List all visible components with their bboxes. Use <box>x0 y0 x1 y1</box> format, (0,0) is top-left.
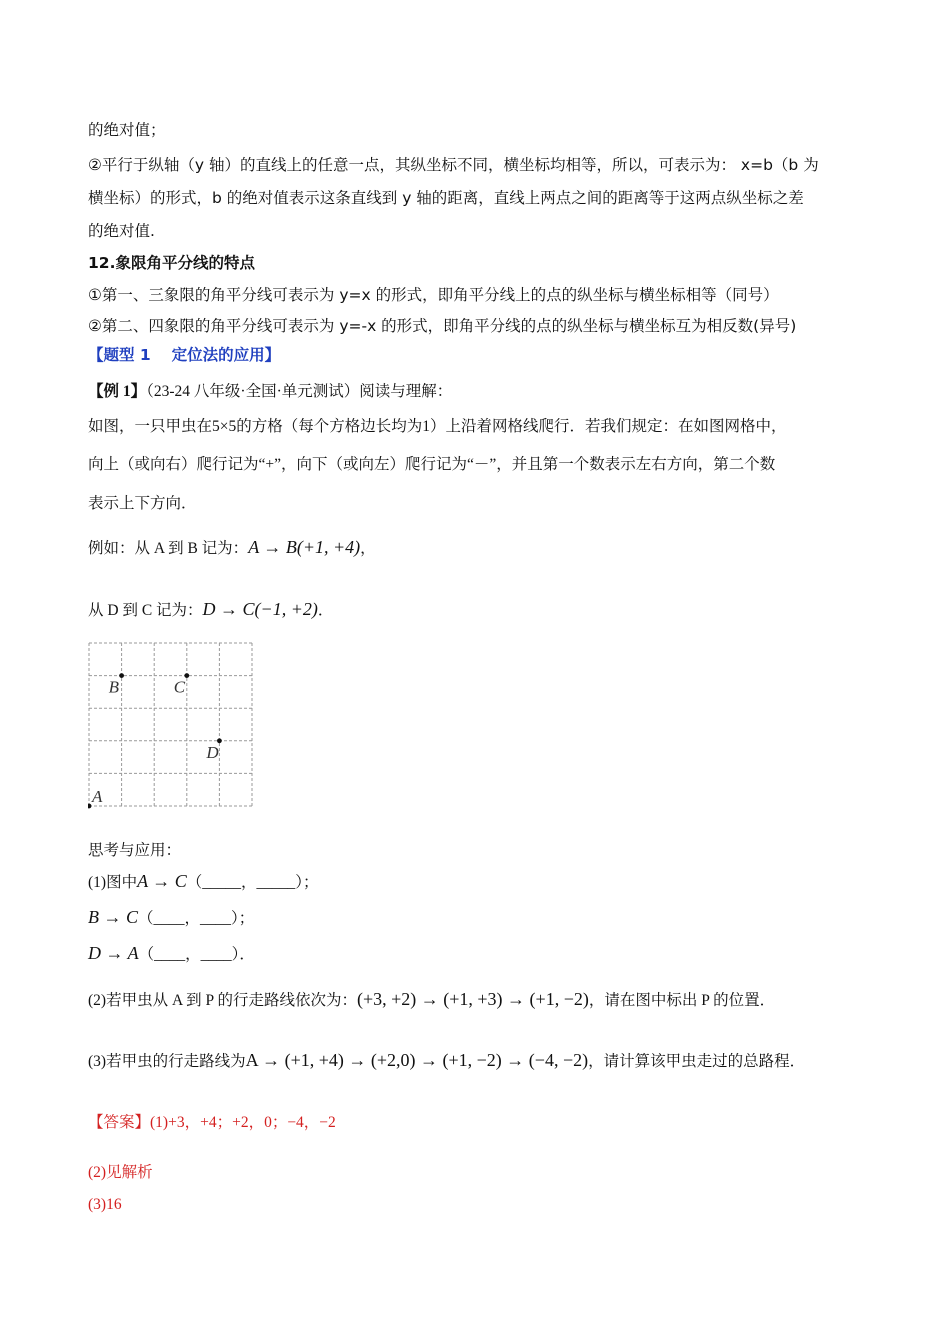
question-1a-math: A → C <box>137 871 187 891</box>
grid-point-a <box>88 804 91 809</box>
section-heading-12: 12.象限角平分线的特点 <box>88 254 255 272</box>
question-2-math: (+3, +2) → (+1, +3) → (+1, −2) <box>356 989 589 1009</box>
question-2-prefix: (2)若甲虫从 A 到 P 的行走路线依次为： <box>88 992 357 1009</box>
example-ab-math: A → B(+1, +4) <box>248 537 361 557</box>
example-ab-suffix: ， <box>360 540 376 557</box>
grid-point-b <box>119 673 124 678</box>
type-title: 【题型 1 定位法的应用】 <box>88 346 281 364</box>
example-dc <box>88 598 333 620</box>
question-3-math: A → (+1, +4) → (+2,0) → (+1, −2) → (−4, −2) <box>245 1050 589 1070</box>
text-line-5: ①第一、三象限的角平分线可表示为 y=x 的形式，即角平分线上的点的纵坐标与横坐标相等（同号） <box>88 286 779 304</box>
grid-label-a: A <box>92 787 103 806</box>
question-3-prefix: (3)若甲虫的行走路线为 <box>88 1053 246 1070</box>
example-text-3: 表示上下方向． <box>88 495 197 512</box>
text-line-1: 的绝对值； <box>88 121 166 139</box>
beetle-grid <box>88 642 258 812</box>
question-1a <box>88 870 319 892</box>
example-label: 【例 1】 <box>88 383 147 400</box>
example-dc-prefix: 从 D 到 C 记为： <box>88 602 203 619</box>
answer-2: (2)见解析 <box>88 1164 153 1181</box>
question-2-suffix: ，请在图中标出 P 的位置． <box>588 992 776 1009</box>
question-1b-blanks: （____，____）； <box>138 910 255 927</box>
grid-label-c: C <box>173 677 186 697</box>
answer-label: 【答案】 <box>88 1114 151 1131</box>
text-line-6: ②第二、四象限的角平分线可表示为 y=-x 的形式，即角平分线的点的纵坐标与横坐标互为相反数(异号) <box>88 317 797 335</box>
grid-label-d: D <box>206 742 219 762</box>
question-1a-prefix: (1)图中 <box>88 874 138 891</box>
text-line-4: 的绝对值. <box>88 222 155 240</box>
example-ab-prefix: 例如：从 A 到 B 记为： <box>88 540 249 557</box>
answer-1-text: (1)+3，+4；+2，0；−4，−2 <box>150 1114 336 1131</box>
example-text-1: 如图，一只甲虫在5×5的方格（每个方格边长均为1）上沿着网格线爬行．若我们规定：在如图网格中， <box>88 418 787 435</box>
question-3 <box>88 1049 805 1071</box>
example-text-2: 向上（或向右）爬行记为“+”，向下（或向左）爬行记为“－”，并且第一个数表示左右方向，第二个数 <box>88 456 776 473</box>
think-heading: 思考与应用： <box>88 842 182 859</box>
question-2 <box>88 988 775 1010</box>
example-header <box>88 379 452 401</box>
question-3-suffix: ，请计算该甲虫走过的总路程． <box>588 1053 806 1070</box>
question-1c-blanks: （____，____）． <box>138 946 255 963</box>
text-line-2: ②平行于纵轴（y 轴）的直线上的任意一点，其纵坐标不同，横坐标均相等，所以，可表示为： x=b（b 为 <box>88 156 819 174</box>
example-dc-math: D → C(−1, +2) <box>202 599 318 619</box>
answer-1 <box>88 1110 336 1132</box>
question-1b-math: B → C <box>88 907 139 927</box>
question-1a-blanks: （_____，_____）； <box>186 874 319 891</box>
question-1c-math: D → A <box>88 943 139 963</box>
grid-label-b: B <box>108 677 119 697</box>
example-ab <box>88 536 376 558</box>
question-1b <box>88 906 254 928</box>
answer-3: (3)16 <box>88 1196 122 1213</box>
example-dc-suffix: ． <box>317 602 334 619</box>
text-line-3: 横坐标）的形式，b 的绝对值表示这条直线到 y 轴的距离，直线上两点之间的距离等于这两点纵坐标之差 <box>88 189 804 207</box>
example-source: （23-24 八年级·全国·单元测试）阅读与理解： <box>146 383 453 400</box>
question-1c <box>88 942 255 964</box>
